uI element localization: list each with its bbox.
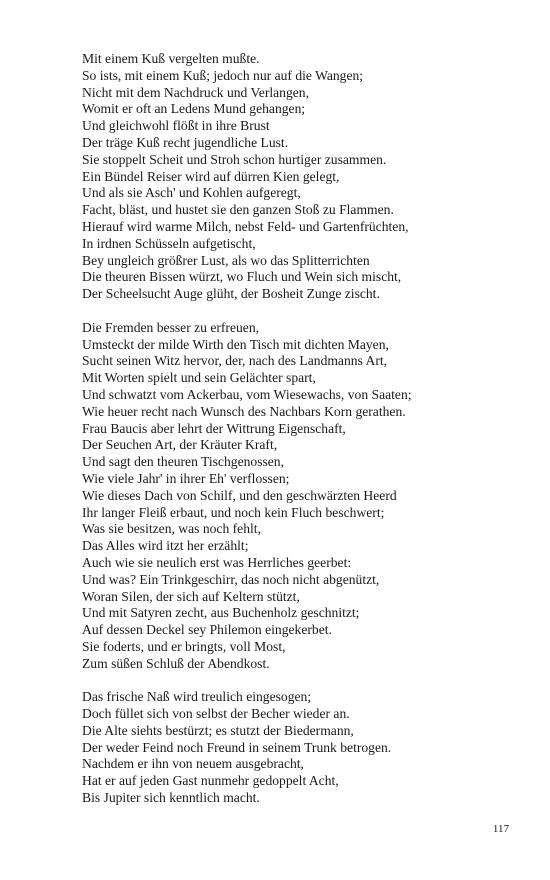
verse-line: Der weder Feind noch Freund in seinem Trunk betrogen. (82, 739, 392, 755)
verse-line: Der Scheelsucht Auge glüht, der Bosheit Zunge zischt. (82, 286, 380, 302)
verse-line: Hat er auf jeden Gast nunmehr gedoppelt Acht, (82, 773, 339, 789)
verse-line: Und gleichwohl flößt in ihre Brust (82, 118, 270, 134)
verse-line: Hierauf wird warme Milch, nebst Feld- und Gartenfrüchten, (82, 218, 409, 234)
verse-line: Und mit Satyren zecht, aus Buchenholz geschnitzt; (82, 605, 360, 621)
verse-line: In irdnen Schüsseln aufgetischt, (82, 235, 256, 251)
verse-line: Mit einem Kuß vergelten mußte. (82, 51, 260, 66)
verse-line: Sie stoppelt Scheit und Stroh schon hurtiger zusammen. (82, 151, 387, 167)
verse-line: Wie viele Jahr' in ihrer Eh' verflossen; (82, 470, 290, 486)
verse-line: Doch füllet sich von selbst der Becher wieder an. (82, 706, 350, 722)
verse-line: Die Fremden besser zu erfreuen, (82, 319, 260, 335)
verse-line: Ihr langer Fleiß erbaut, und noch kein Fluch beschwert; (82, 504, 385, 520)
verse-line: Die Alte siehts bestürzt; es stutzt der Biedermann, (82, 722, 354, 738)
verse-line: Womit er oft an Ledens Mund gehangen; (82, 101, 306, 117)
verse-line: Facht, bläst, und hustet sie den ganzen Stoß zu Flammen. (82, 202, 394, 218)
verse-line: Wie heuer recht nach Wunsch des Nachbars Korn gerathen. (82, 403, 406, 419)
verse-line: Und sagt den theuren Tischgenossen, (82, 454, 285, 470)
verse-line: Bey ungleich größrer Lust, als wo das Splitterrichten (82, 252, 370, 268)
verse-line: Die theuren Bissen würzt, wo Fluch und Wein sich mischt, (82, 269, 402, 285)
verse-line: Sie foderts, und er bringts, voll Most, (82, 638, 286, 654)
verse-line: Bis Jupiter sich kenntlich macht. (82, 790, 260, 806)
verse-line: Nachdem er ihn von neuem ausgebracht, (82, 756, 304, 772)
stanza (82, 689, 522, 807)
verse-line: Woran Silen, der sich auf Keltern stützt, (82, 588, 300, 604)
verse-line: Umsteckt der milde Wirth den Tisch mit dichten Mayen, (82, 336, 389, 352)
stanza (82, 320, 522, 673)
verse-line: Und schwatzt vom Ackerbau, vom Wiesewachs, von Saaten; (82, 386, 412, 402)
poem-text (82, 51, 522, 824)
page-number: 117 (492, 823, 509, 835)
verse-line: Auch wie sie neulich erst was Herrliches geerbet: (82, 554, 352, 570)
verse-line: Auf dessen Deckel sey Philemon eingekerbet. (82, 622, 332, 638)
verse-line: Der Seuchen Art, der Kräuter Kraft, (82, 437, 278, 453)
verse-line: Das frische Naß wird treulich eingesogen; (82, 689, 312, 705)
verse-line: Und als sie Asch' und Kohlen aufgeregt, (82, 185, 301, 201)
stanza (82, 51, 522, 303)
verse-line: Nicht mit dem Nachdruck und Verlangen, (82, 84, 310, 100)
verse-line: Zum süßen Schluß der Abendkost. (82, 655, 270, 671)
verse-line: Mit Worten spielt und sein Gelächter spart, (82, 370, 316, 386)
verse-line: So ists, mit einem Kuß; jedoch nur auf die Wangen; (82, 67, 364, 83)
verse-line: Und was? Ein Trinkgeschirr, das noch nicht abgenützt, (82, 571, 380, 587)
verse-line: Ein Bündel Reiser wird auf dürren Kien gelegt, (82, 168, 340, 184)
verse-line: Was sie besitzen, was noch fehlt, (82, 521, 261, 537)
verse-line: Wie dieses Dach von Schilf, und den geschwärzten Heerd (82, 487, 397, 503)
verse-line: Der träge Kuß recht jugendliche Lust. (82, 134, 289, 150)
verse-line: Das Alles wird itzt her erzählt; (82, 538, 249, 554)
verse-line: Frau Baucis aber lehrt der Wittrung Eigenschaft, (82, 420, 346, 436)
verse-line: Sucht seinen Witz hervor, der, nach des Landmanns Art, (82, 353, 388, 369)
